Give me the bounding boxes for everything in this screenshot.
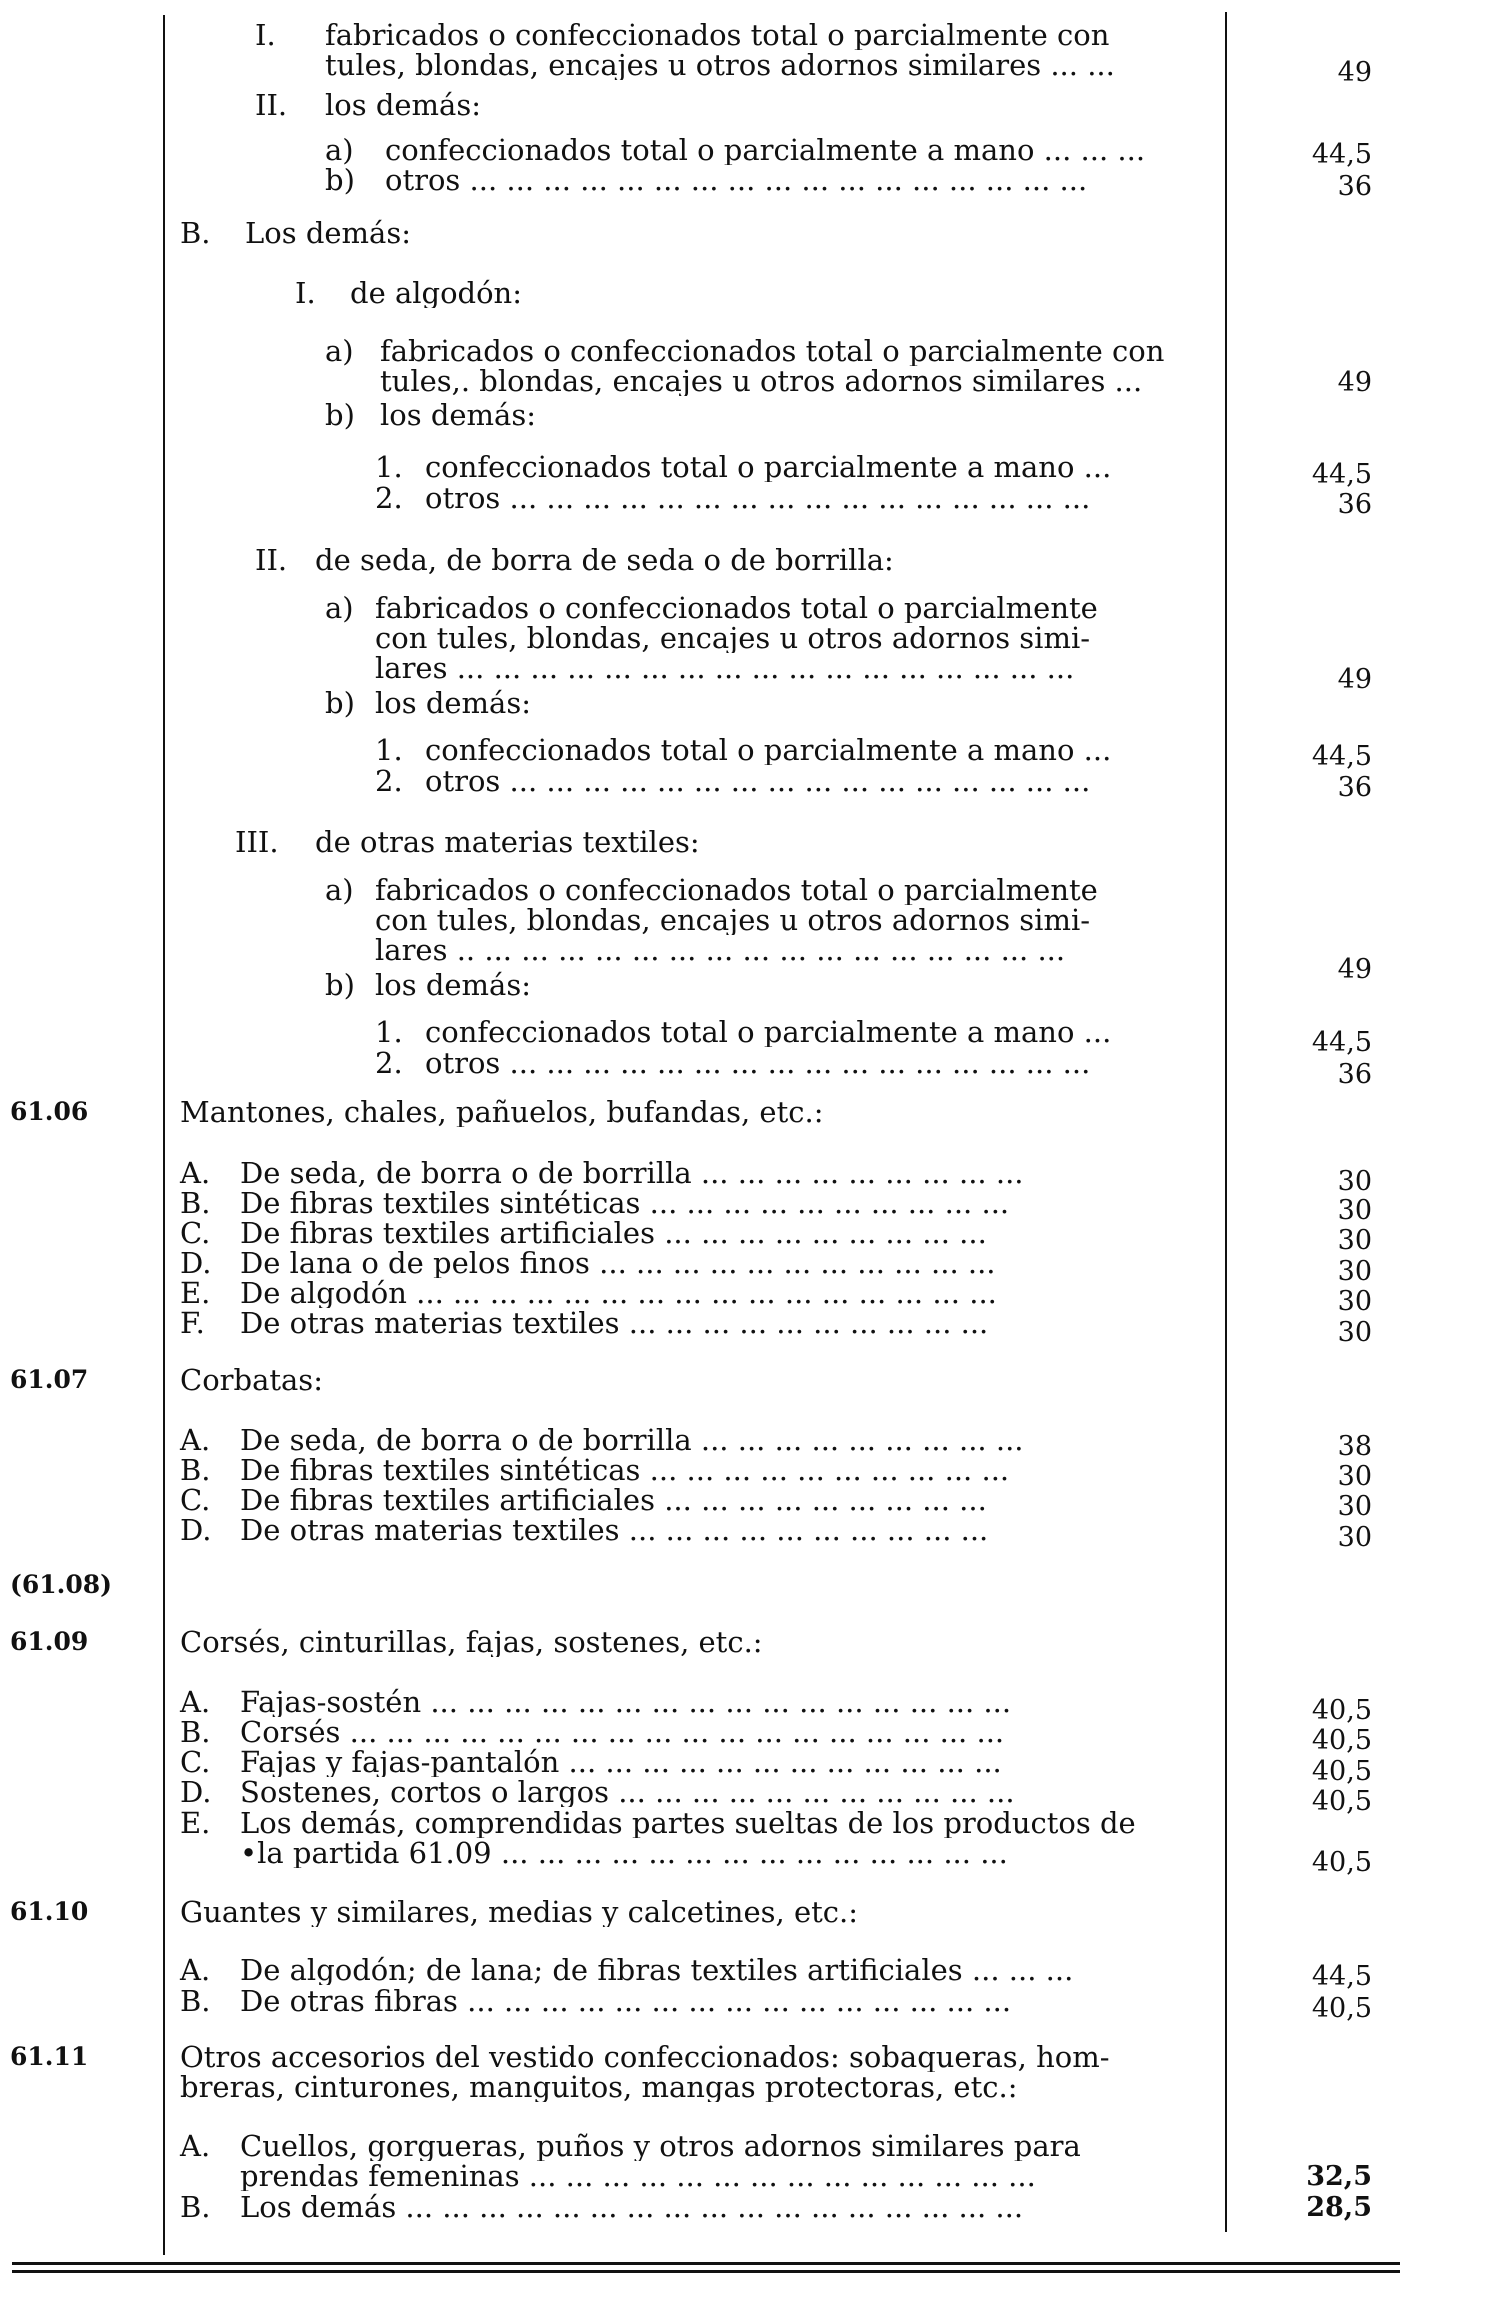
item-description: los demás: [380, 400, 537, 430]
duty-rate: 30 [1337, 1286, 1372, 1317]
item-label: B. [180, 216, 211, 250]
item-description: De fibras textiles artificiales ... ... ... ... ... ... ... ... ... [240, 1218, 987, 1248]
duty-rate: 44,5 [1311, 459, 1372, 490]
item-description: De seda, de borra o de borrilla ... ... ... ... ... ... ... ... ... [240, 1425, 1024, 1455]
duty-rate: 30 [1337, 1461, 1372, 1492]
heading-code: (61.08) [10, 1570, 112, 1599]
item-description: Los demás ... ... ... ... ... ... ... ... ... ... ... ... ... ... ... ... ... [240, 2192, 1024, 2222]
item-description: Corsés, cinturillas, fajas, sostenes, etc.: [180, 1627, 763, 1657]
heading-code: 61.11 [10, 2042, 89, 2071]
item-label: a) [325, 133, 354, 167]
duty-rate: 44,5 [1311, 1961, 1372, 1992]
duty-rate: 49 [1337, 367, 1372, 398]
item-description: De algodón ... ... ... ... ... ... ... ... ... ... ... ... ... ... ... ... [240, 1278, 997, 1308]
item-description: de seda, de borra de seda o de borrilla: [315, 545, 894, 575]
item-label: A. [180, 1953, 211, 1987]
duty-rate: 40,5 [1311, 1756, 1372, 1787]
duty-rate: 38 [1337, 1431, 1372, 1462]
item-label: b) [325, 163, 355, 197]
item-label: B. [180, 2190, 211, 2224]
duty-rate: 32,5 [1306, 2161, 1372, 2192]
item-description: confeccionados total o parcialmente a mano ... [425, 735, 1112, 765]
item-description: otros ... ... ... ... ... ... ... ... ... ... ... ... ... ... ... ... [425, 483, 1091, 513]
item-label: 1. [375, 450, 403, 484]
item-label: 2. [375, 1046, 403, 1080]
duty-rate: 44,5 [1311, 741, 1372, 772]
item-description: De fibras textiles sintéticas ... ... ... ... ... ... ... ... ... ... [240, 1188, 1010, 1218]
item-description: fabricados o confeccionados total o parcialmente [375, 875, 1098, 905]
item-label: III. [235, 825, 279, 859]
item-label: a) [325, 334, 354, 368]
duty-rate: 49 [1337, 664, 1372, 695]
item-description: Los demás, comprendidas partes sueltas de los productos de [240, 1808, 1136, 1838]
item-description: De otras materias textiles ... ... ... ... ... ... ... ... ... ... [240, 1308, 989, 1338]
item-description: lares .. ... ... ... ... ... ... ... ... ... ... ... ... ... ... ... ... [375, 935, 1066, 965]
item-label: B. [180, 1715, 211, 1749]
duty-rate: 36 [1337, 1059, 1372, 1090]
item-description: tules,. blondas, encajes u otros adornos similares ... [380, 366, 1143, 396]
item-description: •la partida 61.09 ... ... ... ... ... ... ... ... ... ... ... ... ... ... [240, 1838, 1008, 1868]
item-description: De fibras textiles sintéticas ... ... ... ... ... ... ... ... ... ... [240, 1455, 1010, 1485]
duty-rate: 49 [1337, 57, 1372, 88]
item-label: A. [180, 2129, 211, 2163]
item-label: B. [180, 1984, 211, 2018]
item-description: De lana o de pelos finos ... ... ... ... ... ... ... ... ... ... ... [240, 1248, 996, 1278]
item-label: I. [255, 18, 276, 52]
left-column-rule [163, 15, 165, 2255]
duty-rate: 49 [1337, 954, 1372, 985]
duty-rate: 40,5 [1311, 1725, 1372, 1756]
item-label: A. [180, 1156, 211, 1190]
item-description: Fajas-sostén ... ... ... ... ... ... ... ... ... ... ... ... ... ... ... ... [240, 1687, 1012, 1717]
item-description: otros ... ... ... ... ... ... ... ... ... ... ... ... ... ... ... ... [425, 766, 1091, 796]
item-description: confeccionados total o parcialmente a mano ... [425, 1017, 1112, 1047]
item-description: Corbatas: [180, 1365, 323, 1395]
item-description: con tules, blondas, encajes u otros adornos simi- [375, 623, 1091, 653]
item-label: b) [325, 686, 355, 720]
duty-rate: 30 [1337, 1225, 1372, 1256]
item-label: II. [255, 543, 288, 577]
item-description: Sostenes, cortos o largos ... ... ... ... ... ... ... ... ... ... ... [240, 1777, 1015, 1807]
item-label: 1. [375, 1015, 403, 1049]
item-label: 2. [375, 764, 403, 798]
item-description: fabricados o confeccionados total o parcialmente con [325, 20, 1110, 50]
item-description: fabricados o confeccionados total o parcialmente [375, 593, 1098, 623]
heading-code: 61.07 [10, 1365, 89, 1394]
item-description: De fibras textiles artificiales ... ... ... ... ... ... ... ... ... [240, 1485, 987, 1515]
item-label: a) [325, 591, 354, 625]
duty-rate: 30 [1337, 1491, 1372, 1522]
heading-code: 61.06 [10, 1097, 89, 1126]
duty-rate: 40,5 [1311, 1695, 1372, 1726]
item-label: E. [180, 1276, 211, 1310]
item-label: I. [295, 276, 316, 310]
item-label: b) [325, 968, 355, 1002]
duty-rate: 30 [1337, 1522, 1372, 1553]
heading-code: 61.10 [10, 1897, 89, 1926]
right-column-rule [1225, 12, 1227, 2232]
item-description: los demás: [375, 970, 532, 1000]
duty-rate: 44,5 [1311, 1027, 1372, 1058]
duty-rate: 40,5 [1311, 1786, 1372, 1817]
item-description: prendas femeninas ... ... ... ... ... ... ... ... ... ... ... ... ... ... [240, 2161, 1036, 2191]
item-description: Guantes y similares, medias y calcetines, etc.: [180, 1897, 859, 1927]
item-description: otros ... ... ... ... ... ... ... ... ... ... ... ... ... ... ... ... [425, 1048, 1091, 1078]
item-label: b) [325, 398, 355, 432]
item-label: C. [180, 1483, 211, 1517]
heading-code: 61.09 [10, 1627, 89, 1656]
item-description: los demás: [325, 90, 482, 120]
duty-rate: 36 [1337, 171, 1372, 202]
item-description: de otras materias textiles: [315, 827, 700, 857]
item-description: de algodón: [350, 278, 523, 308]
item-label: 1. [375, 733, 403, 767]
duty-rate: 40,5 [1311, 1993, 1372, 2024]
item-description: De algodón; de lana; de fibras textiles artificiales ... ... ... [240, 1955, 1074, 1985]
item-label: a) [325, 873, 354, 907]
item-label: B. [180, 1186, 211, 1220]
bottom-rule [12, 2262, 1400, 2265]
item-description: Corsés ... ... ... ... ... ... ... ... ... ... ... ... ... ... ... ... ... ... [240, 1717, 1005, 1747]
item-label: D. [180, 1246, 212, 1280]
item-label: A. [180, 1685, 211, 1719]
item-description: tules, blondas, encajes u otros adornos similares ... ... [325, 50, 1115, 80]
item-label: C. [180, 1745, 211, 1779]
item-label: A. [180, 1423, 211, 1457]
item-description: Los demás: [245, 218, 411, 248]
duty-rate: 30 [1337, 1317, 1372, 1348]
item-description: lares ... ... ... ... ... ... ... ... ... ... ... ... ... ... ... ... ... [375, 653, 1075, 683]
duty-rate: 44,5 [1311, 139, 1372, 170]
item-description: Otros accesorios del vestido confeccionados: sobaqueras, hom- [180, 2042, 1110, 2072]
bottom-rule-2 [12, 2270, 1400, 2273]
item-description: Mantones, chales, pañuelos, bufandas, etc.: [180, 1097, 824, 1127]
item-description: confeccionados total o parcialmente a mano ... ... ... [385, 135, 1146, 165]
item-description: Fajas y fajas-pantalón ... ... ... ... ... ... ... ... ... ... ... ... [240, 1747, 1002, 1777]
item-description: los demás: [375, 688, 532, 718]
duty-rate: 30 [1337, 1256, 1372, 1287]
item-description: fabricados o confeccionados total o parcialmente con [380, 336, 1165, 366]
item-description: con tules, blondas, encajes u otros adornos simi- [375, 905, 1091, 935]
item-description: Cuellos, gorgueras, puños y otros adornos similares para [240, 2131, 1081, 2161]
item-description: De seda, de borra o de borrilla ... ... ... ... ... ... ... ... ... [240, 1158, 1024, 1188]
item-description: confeccionados total o parcialmente a mano ... [425, 452, 1112, 482]
item-description: otros ... ... ... ... ... ... ... ... ... ... ... ... ... ... ... ... ... [385, 165, 1088, 195]
item-label: D. [180, 1513, 212, 1547]
item-label: II. [255, 88, 288, 122]
duty-rate: 30 [1337, 1166, 1372, 1197]
item-label: B. [180, 1453, 211, 1487]
duty-rate: 40,5 [1311, 1847, 1372, 1878]
item-description: De otras materias textiles ... ... ... ... ... ... ... ... ... ... [240, 1515, 989, 1545]
item-description: De otras fibras ... ... ... ... ... ... ... ... ... ... ... ... ... ... ... [240, 1986, 1012, 2016]
item-label: F. [180, 1306, 205, 1340]
item-label: 2. [375, 481, 403, 515]
duty-rate: 30 [1337, 1195, 1372, 1226]
duty-rate: 28,5 [1306, 2192, 1372, 2223]
duty-rate: 36 [1337, 772, 1372, 803]
duty-rate: 36 [1337, 489, 1372, 520]
item-label: E. [180, 1806, 211, 1840]
item-label: C. [180, 1216, 211, 1250]
item-description: breras, cinturones, manguitos, mangas protectoras, etc.: [180, 2072, 1018, 2102]
item-label: D. [180, 1775, 212, 1809]
